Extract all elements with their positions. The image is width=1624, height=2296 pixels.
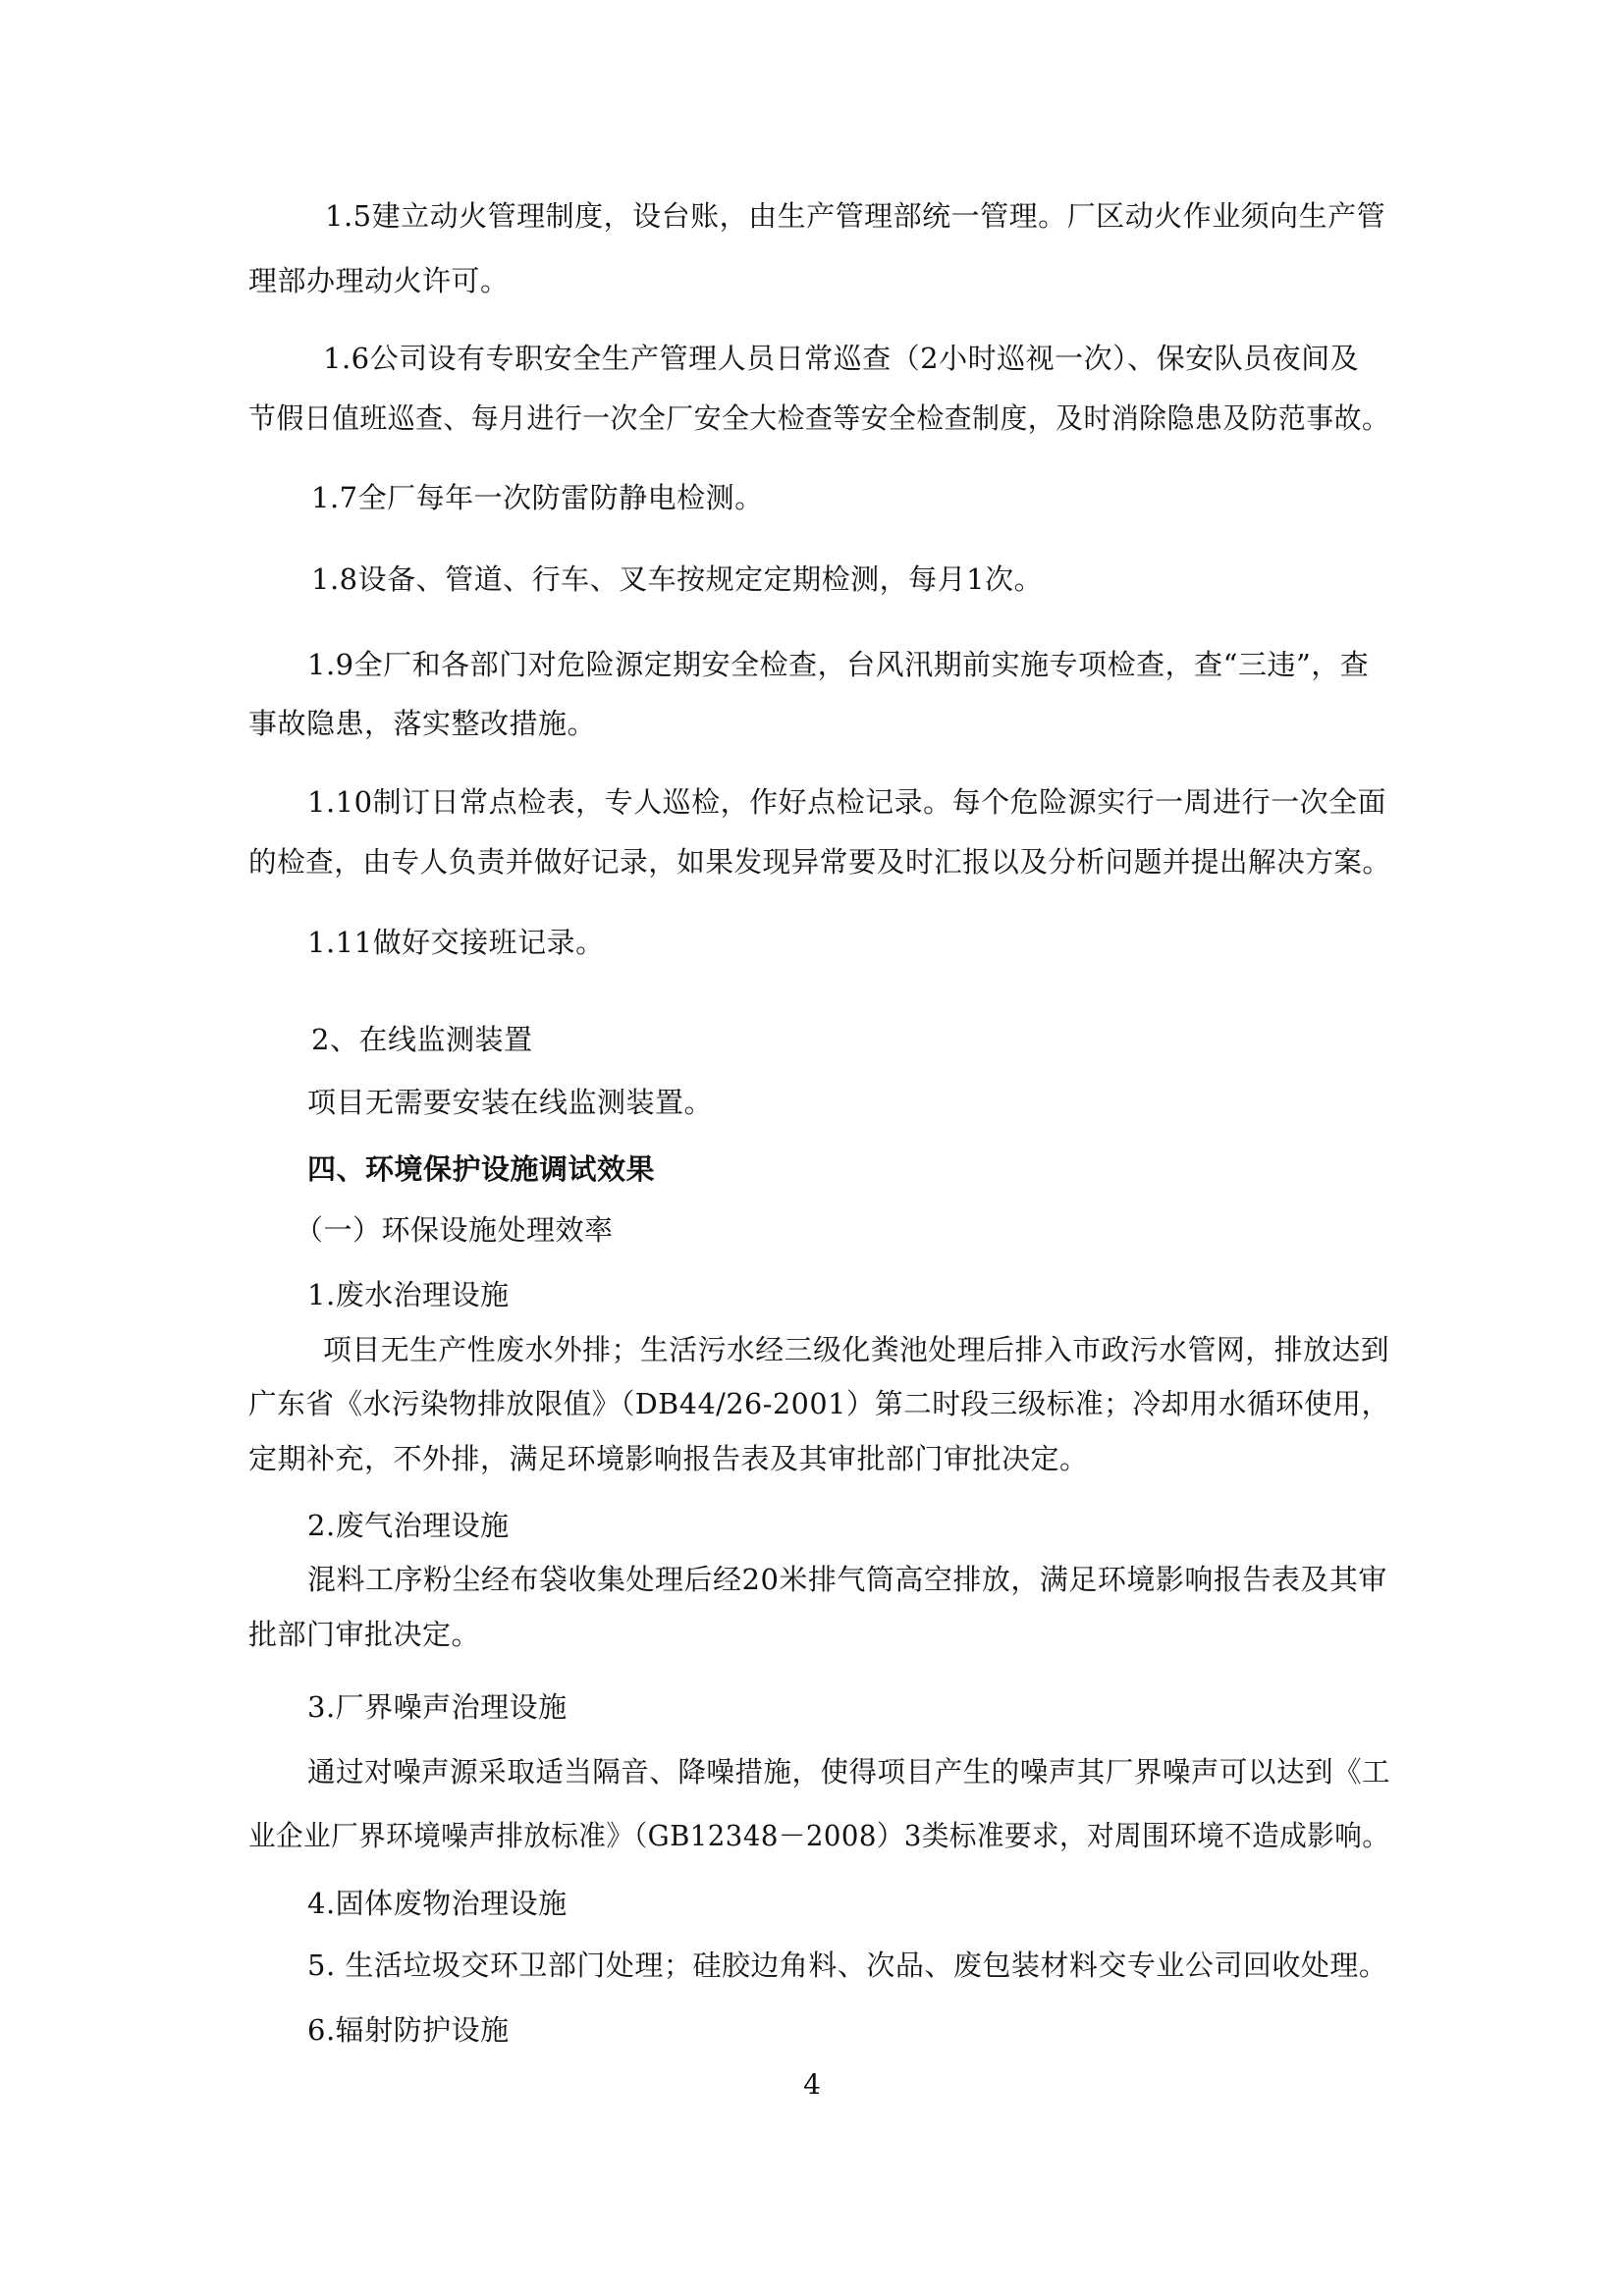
paragraph-line: 5. 生活垃圾交环卫部门处理；硅胶边角料、次品、废包装材料交专业公司回收处理。 [307, 1949, 1388, 1982]
paragraph-line: 1.6公司设有专职安全生产管理人员日常巡查（2小时巡视一次）、保安队员夜间及 [323, 342, 1360, 375]
paragraph-line: 通过对噪声源采取适当隔音、降噪措施，使得项目产生的噪声其厂界噪声可以达到《工 [307, 1755, 1391, 1789]
paragraph-line: 1.8设备、管道、行车、叉车按规定定期检测，每月1次。 [311, 562, 1044, 596]
paragraph-line: 节假日值班巡查、每月进行一次全厂安全大检查等安全检查制度，及时消除隐患及防范事故。 [248, 401, 1390, 435]
paragraph-line: 广东省《水污染物排放限值》（DB44/26-2001）第二时段三级标准；冷却用水循环使用， [248, 1387, 1390, 1420]
paragraph-line: （一）环保设施处理效率 [295, 1213, 614, 1247]
paragraph-line: 1.废水治理设施 [307, 1278, 510, 1311]
paragraph-line: 4.固体废物治理设施 [307, 1887, 568, 1920]
paragraph-line: 事故隐患，落实整改措施。 [248, 707, 597, 740]
paragraph-line: 业企业厂界环境噪声排放标准》（GB12348－2008）3类标准要求，对周围环境不造成影响。 [248, 1819, 1390, 1852]
paragraph-line: 2.废气治理设施 [307, 1509, 510, 1542]
paragraph-line: 1.11做好交接班记录。 [307, 926, 605, 959]
paragraph-line: 2、在线监测装置 [311, 1023, 533, 1056]
paragraph-line: 批部门审批决定。 [248, 1618, 481, 1651]
paragraph-line: 项目无生产性废水外排；生活污水经三级化粪池处理后排入市政污水管网，排放达到 [323, 1333, 1390, 1366]
paragraph-line: 6.辐射防护设施 [307, 2013, 510, 2047]
paragraph-line: 1.10制订日常点检表，专人巡检，作好点检记录。每个危险源实行一周进行一次全面 [307, 785, 1387, 819]
paragraph-line: 混料工序粉尘经布袋收集处理后经20米排气筒高空排放，满足环境影响报告表及其审 [307, 1563, 1387, 1596]
paragraph-line: 项目无需要安装在线监测装置。 [307, 1086, 714, 1119]
paragraph-line: 理部办理动火许可。 [248, 264, 510, 297]
paragraph-line: 1.5建立动火管理制度，设台账，由生产管理部统一管理。厂区动火作业须向生产管 [325, 199, 1386, 233]
paragraph-line: 1.9全厂和各部门对危险源定期安全检查，台风汛期前实施专项检查，查“三违”，查 [307, 648, 1370, 681]
paragraph-line: 定期补充，不外排，满足环境影响报告表及其审批部门审批决定。 [248, 1442, 1089, 1475]
section-heading: 四、环境保护设施调试效果 [307, 1152, 656, 1186]
paragraph-line: 1.7全厂每年一次防雷防静电检测。 [311, 481, 764, 514]
page-number: 4 [803, 2068, 821, 2101]
paragraph-line: 的检查，由专人负责并做好记录，如果发现异常要及时汇报以及分析问题并提出解决方案。 [248, 845, 1391, 879]
paragraph-line: 3.厂界噪声治理设施 [307, 1690, 568, 1724]
